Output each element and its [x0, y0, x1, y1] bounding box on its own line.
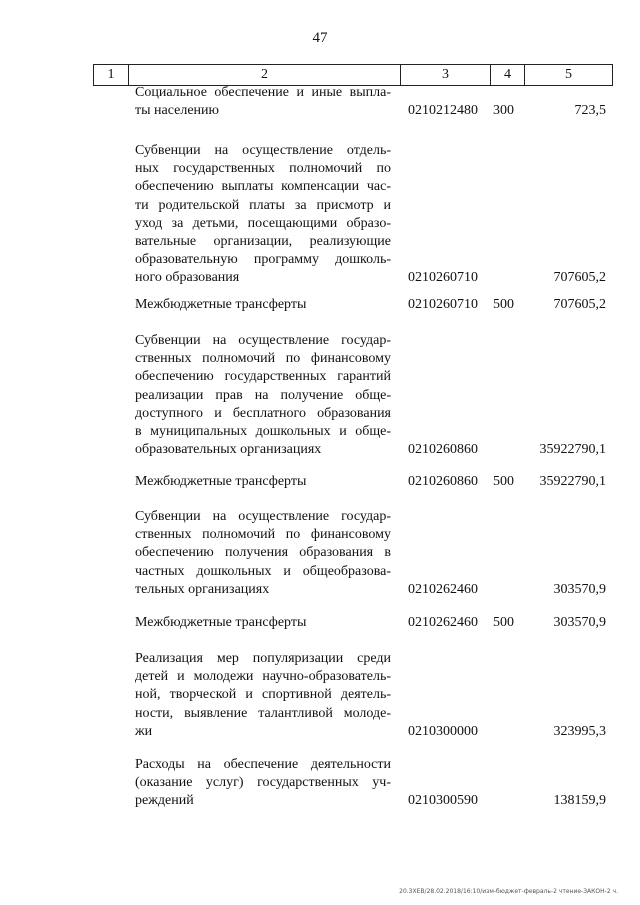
row-code: 0210260710 — [408, 297, 478, 312]
footer-file-reference: 20.ЗХЕВ/28.02.2018/16:10/изм-бюджет-февраль-2 чтение-ЗАКОН-2 ч. — [399, 888, 618, 895]
description-line: в муниципальных дошкольных и обще- — [135, 424, 391, 440]
row-code: 0210212480 — [408, 103, 478, 119]
row-description — [135, 650, 391, 741]
description-line: реждений — [135, 793, 194, 809]
description-line: ственных полномочий по финансовому — [135, 351, 391, 367]
row-description — [135, 614, 391, 632]
header-col-4: 4 — [504, 67, 511, 82]
description-line: Социальное обеспечение и иные выпла- — [135, 85, 391, 100]
description-line: Субвенции на осуществление государ- — [135, 509, 391, 524]
description-line: доступного и бесплатного образования — [135, 405, 391, 421]
row-description — [135, 508, 391, 599]
header-col-1: 1 — [107, 67, 115, 82]
header-col-3: 3 — [442, 67, 449, 82]
row-description — [135, 84, 391, 120]
row-expense-type: 500 — [493, 474, 514, 489]
description-line: Межбюджетные трансферты — [135, 297, 307, 312]
row-code: 0210262460 — [408, 615, 478, 630]
row-expense-type: 500 — [493, 297, 514, 312]
row-description — [135, 332, 391, 459]
row-code: 0210300590 — [408, 793, 478, 809]
description-line: детей и молодежи научно-образователь- — [135, 669, 391, 685]
row-amount: 707605,2 — [553, 297, 606, 312]
description-line: ной, творческой и спортивной деятель- — [135, 687, 391, 703]
description-line: обеспечению выплаты компенсации час- — [135, 179, 391, 195]
description-line: Субвенции на осуществление государ- — [135, 333, 391, 348]
header-col-2: 2 — [261, 67, 268, 82]
description-line: уход за детьми, посещающими образо- — [135, 215, 391, 231]
description-line: (оказание услуг) государственных уч- — [135, 775, 391, 791]
row-amount: 35922790,1 — [539, 474, 606, 489]
row-code: 0210260710 — [408, 270, 478, 286]
row-code: 0210260860 — [408, 474, 478, 489]
description-line: ственных полномочий по финансовому — [135, 527, 391, 543]
row-amount: 707605,2 — [553, 270, 606, 286]
description-line: частных дошкольных и общеобразова- — [135, 563, 391, 579]
description-line: образовательную программу дошколь- — [135, 252, 391, 268]
row-amount: 35922790,1 — [539, 442, 606, 458]
description-line: обеспечению государственных гарантий — [135, 369, 391, 385]
description-line: обеспечению получения образования в — [135, 545, 391, 561]
row-amount: 303570,9 — [553, 581, 606, 597]
row-expense-type: 500 — [493, 615, 514, 630]
description-line: Межбюджетные трансферты — [135, 474, 307, 489]
description-line: жи — [135, 723, 153, 739]
description-line: реализации прав на получение обще- — [135, 387, 391, 403]
header-col-5: 5 — [565, 67, 572, 82]
row-expense-type: 300 — [493, 103, 514, 119]
row-description — [135, 142, 391, 288]
page-number: 47 — [312, 30, 328, 46]
description-line: Межбюджетные трансферты — [135, 615, 307, 630]
description-line: образовательных организациях — [135, 442, 322, 458]
description-line: ты населению — [135, 103, 219, 119]
description-line: Реализация мер популяризации среди — [135, 651, 391, 666]
row-amount: 323995,3 — [553, 723, 606, 739]
description-line: тельных организациях — [135, 581, 270, 597]
row-amount: 303570,9 — [553, 615, 606, 630]
description-line: Расходы на обеспечение деятельности — [135, 757, 391, 772]
description-line: ных государственных полномочий по — [135, 161, 391, 177]
row-code: 0210260860 — [408, 442, 478, 458]
row-amount: 723,5 — [574, 103, 606, 119]
description-line: ного образования — [135, 270, 240, 286]
row-code: 0210262460 — [408, 581, 478, 597]
row-amount: 138159,9 — [553, 793, 606, 809]
description-line: ности, выявление талантливой молоде- — [135, 705, 391, 721]
row-description — [135, 756, 391, 811]
description-line: вательные организации, реализующие — [135, 234, 391, 250]
row-description — [135, 473, 391, 491]
row-description — [135, 296, 391, 314]
row-code: 0210300000 — [408, 723, 478, 739]
description-line: Субвенции на осуществление отдель- — [135, 143, 391, 158]
description-line: ти родительской платы за присмотр и — [135, 197, 391, 213]
